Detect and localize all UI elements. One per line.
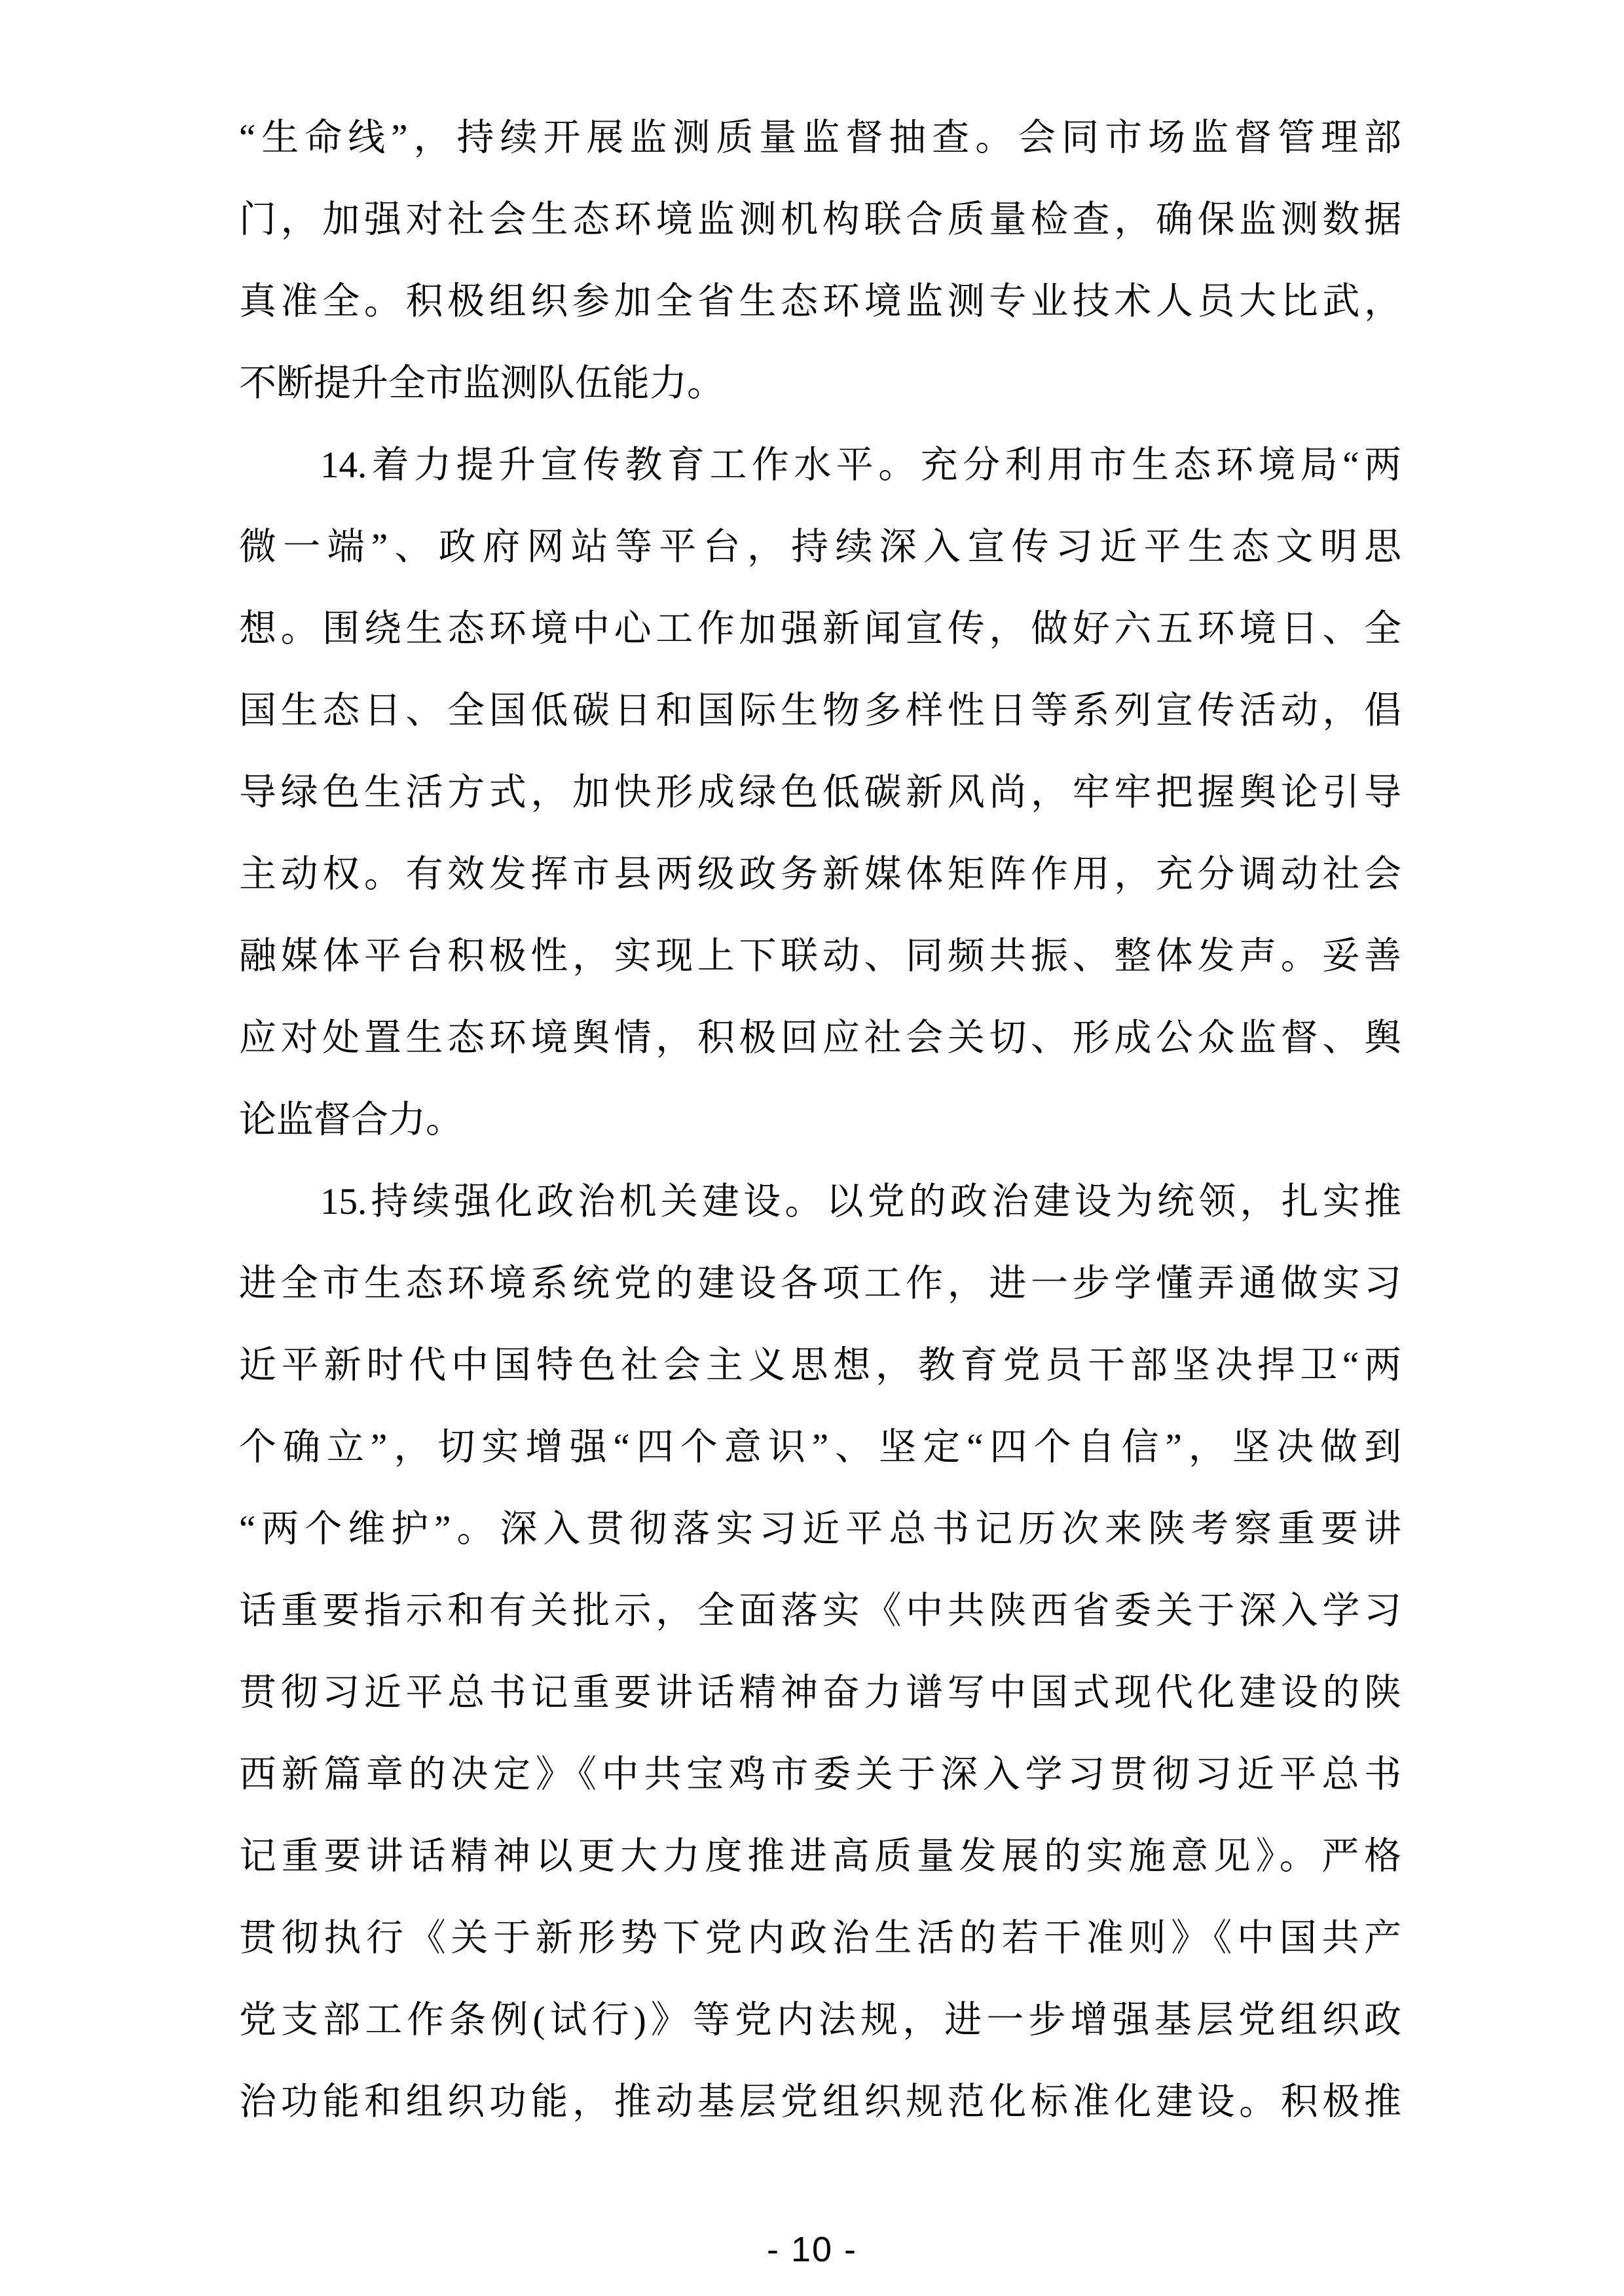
text-line-21: 西新篇章的决定》《中共宝鸡市委关于深入学习贯彻习近平总书 xyxy=(239,1754,1401,1795)
text-line-19: 话重要指示和有关批示，全面落实《中共陕西省委关于深入学习 xyxy=(239,1590,1401,1631)
text-line-15: 进全市生态环境系统党的建设各项工作，进一步学懂弄通做实习 xyxy=(239,1263,1401,1304)
text-line-9: 导绿色生活方式，加快形成绿色低碳新风尚，牢牢把握舆论引导 xyxy=(239,772,1401,813)
text-line-2: 门，加强对社会生态环境监测机构联合质量检查，确保监测数据 xyxy=(239,199,1401,240)
text-line-16: 近平新时代中国特色社会主义思想，教育党员干部坚决捍卫“两 xyxy=(239,1345,1401,1386)
text-line-14: 15.持续强化政治机关建设。以党的政治建设为统领，扎实推 xyxy=(320,1181,1401,1222)
page-number: - 10 - xyxy=(766,2230,858,2269)
text-line-25: 治功能和组织功能，推动基层党组织规范化标准化建设。积极推 xyxy=(239,2081,1401,2123)
page-footer xyxy=(0,2229,1624,2270)
text-line-24: 党支部工作条例(试行)》等党内法规，进一步增强基层党组织政 xyxy=(239,1999,1401,2041)
text-line-1: “生命线”，持续开展监测质量监督抽查。会同市场监督管理部 xyxy=(239,117,1401,158)
text-line-13: 论监督合力。 xyxy=(239,1099,463,1140)
text-line-17: 个确立”，切实增强“四个意识”、坚定“四个自信”，坚决做到 xyxy=(239,1427,1401,1468)
text-line-6: 微一端”、政府网站等平台，持续深入宣传习近平生态文明思 xyxy=(239,526,1401,568)
text-line-12: 应对处置生态环境舆情，积极回应社会关切、形成公众监督、舆 xyxy=(239,1017,1401,1059)
text-line-5: 14.着力提升宣传教育工作水平。充分利用市生态环境局“两 xyxy=(320,445,1401,486)
text-line-8: 国生态日、全国低碳日和国际生物多样性日等系列宣传活动，倡 xyxy=(239,690,1401,731)
text-line-22: 记重要讲话精神以更大力度推进高质量发展的实施意见》。严格 xyxy=(239,1836,1401,1877)
text-line-18: “两个维护”。深入贯彻落实习近平总书记历次来陕考察重要讲 xyxy=(239,1508,1401,1550)
text-line-10: 主动权。有效发挥市县两级政务新媒体矩阵作用，充分调动社会 xyxy=(239,854,1401,895)
body-text xyxy=(239,97,1401,2143)
text-line-11: 融媒体平台积极性，实现上下联动、同频共振、整体发声。妥善 xyxy=(239,936,1401,977)
text-line-4: 不断提升全市监测队伍能力。 xyxy=(239,363,724,404)
text-line-7: 想。围绕生态环境中心工作加强新闻宣传，做好六五环境日、全 xyxy=(239,608,1401,649)
text-line-23: 贯彻执行《关于新形势下党内政治生活的若干准则》《中国共产 xyxy=(239,1918,1401,1959)
text-line-20: 贯彻习近平总书记重要讲话精神奋力谱写中国式现代化建设的陕 xyxy=(239,1672,1401,1713)
text-line-3: 真准全。积极组织参加全省生态环境监测专业技术人员大比武， xyxy=(239,281,1401,322)
